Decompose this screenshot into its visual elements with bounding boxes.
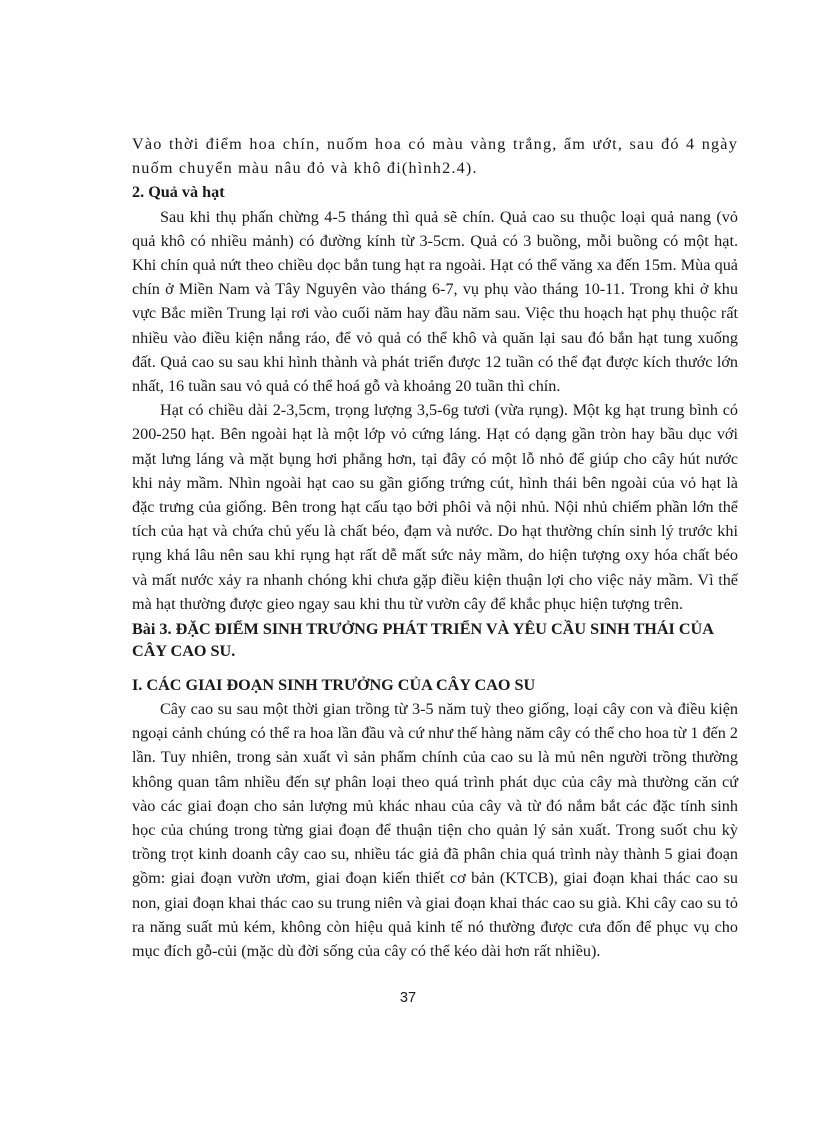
- section-i-paragraph: Cây cao su sau một thời gian trồng từ 3-5 năm tuỳ theo giống, loại cây con và điều kiện ngoại cảnh chúng có thể ra hoa lần đầu và cứ như thế hàng năm cây có thể cho hoa từ 1 đến 2 lần. Tuy nhiên, trong sản xuất vì sản phẩm chính của cao su là mủ nên người trồng thường không quan tâm nhiều đến sự phân loại theo quá trình phát dục của cây mà thường căn cứ vào các giai đoạn cho sản lượng mủ khác nhau của cây và từ đó nắm bắt các đặc tính sinh học của chúng trong từng giai đoạn để thuận tiện cho quản lý sản xuất. Trong suốt chu kỳ trồng trọt kinh doanh cây cao su, nhiều tác giả đã phân chia quá trình này thành 5 giai đoạn gồm: giai đoạn vườn ươm, giai đoạn kiến thiết cơ bản (KTCB), giai đoạn khai thác cao su non, giai đoạn khai thác cao su trung niên và giai đoạn khai thác cao su già. Khi cây cao su tỏ ra năng suất mủ kém, không còn hiệu quả kinh tế nó thường được cưa đốn để phục vụ cho mục đích gỗ-củi (mặc dù đời sống của cây có thể kéo dài hơn rất nhiều).: [132, 700, 738, 961]
- section-2-paragraph-1: Sau khi thụ phấn chừng 4-5 tháng thì quả sẽ chín. Quả cao su thuộc loại quả nang (vỏ quả khô có nhiều mảnh) có đường kính từ 3-5cm. Quả có 3 buồng, mỗi buồng có một hạt. Khi chín quả nứt theo chiều dọc bắn tung hạt ra ngoài. Hạt có thể văng xa đến 15m. Mùa quả chín ở Miền Nam và Tây Nguyên vào tháng 6-7, vụ phụ vào tháng 10-11. Trong khi ở khu vực Bắc miền Trung lại rơi vào cuối năm hay đầu năm sau. Việc thu hoạch hạt phụ thuộc rất nhiều vào điều kiện nắng ráo, để vỏ quả có thể khô và quăn lại sau đó bắn hạt tung xuống đất. Quả cao su sau khi hình thành và phát triển được 12 tuần có thể đạt được kích thước lớn nhất, 16 tuần sau vỏ quả có thể hoá gỗ và khoảng 20 tuần thì chín.: [132, 207, 738, 396]
- section-2-heading: 2. Quả và hạt: [132, 183, 225, 202]
- page-number: 37: [399, 990, 417, 1006]
- document-page: [132, 132, 738, 963]
- lesson-title: Bài 3. ĐẶC ĐIỂM SINH TRƯỞNG PHÁT TRIỂN VÀ YÊU CẦU SINH THÁI CỦA CÂY CAO SU.: [132, 620, 714, 661]
- section-2-paragraph-2: Hạt có chiều dài 2-3,5cm, trọng lượng 3,5-6g tươi (vừa rụng). Một kg hạt trung bình có 200-250 hạt. Bên ngoài hạt là một lớp vỏ cứng láng. Hạt có dạng gần tròn hay bầu dục với mặt lưng láng và mặt bụng hơi phẳng hơn, tại đây có một lỗ nhỏ để giúp cho cây hút nước khi nảy mầm. Nhìn ngoài hạt cao su gần giống trứng cút, hình thái bên ngoài của vỏ hạt là đặc trưng của giống. Bên trong hạt cấu tạo bởi phôi và nội nhủ. Nội nhủ chiếm phần lớn thể tích của hạt và chứa chủ yếu là chất béo, đạm và nước. Do hạt thường chín sinh lý trước khi rụng khá lâu nên sau khi rụng hạt rất dễ mất sức nảy mầm, do hiện tượng oxy hóa chất béo và mất nước xảy ra nhanh chóng khi chưa gặp điều kiện thuận lợi cho việc nảy mầm. Vì thế mà hạt thường được gieo ngay sau khi thu từ vườn cây để khắc phục hiện tượng trên.: [132, 401, 738, 613]
- intro-paragraph: Vào thời điểm hoa chín, nuốm hoa có màu vàng trắng, ẩm ướt, sau đó 4 ngày nuốm chuyển màu nâu đỏ và khô đi(hình2.4).: [132, 135, 738, 178]
- section-i-heading: I. CÁC GIAI ĐOẠN SINH TRƯỞNG CỦA CÂY CAO SU: [132, 676, 536, 695]
